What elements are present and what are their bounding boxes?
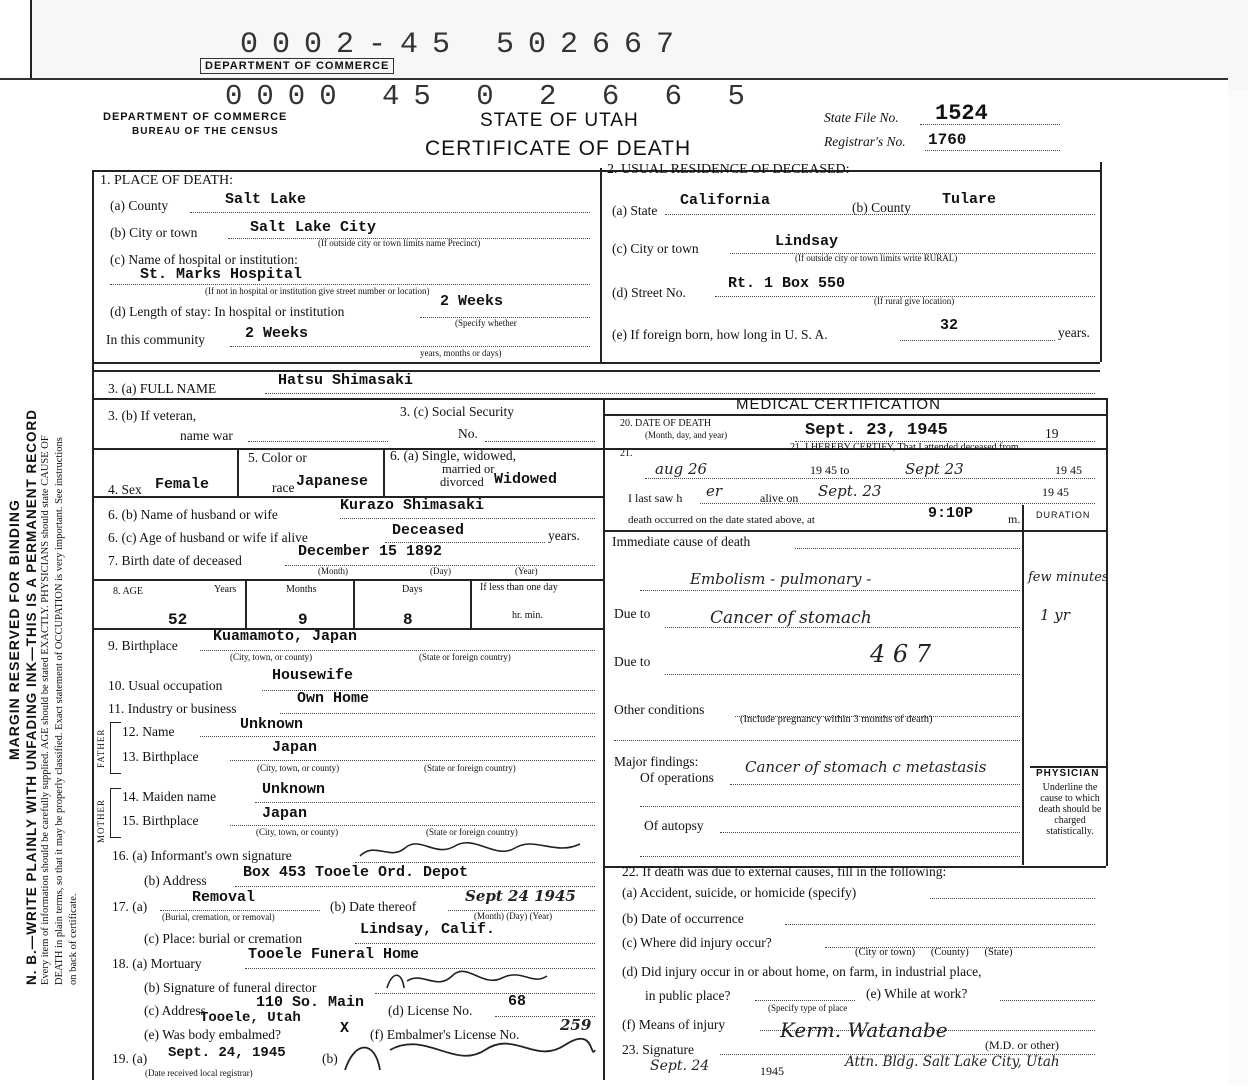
fb-city-note: (City, town, or county)	[257, 763, 340, 773]
received-b-label: (b)	[322, 1051, 338, 1066]
county-value: Salt Lake	[225, 191, 307, 208]
address2-value: 110 So. Main	[256, 994, 365, 1011]
husband-age-value: Deceased	[392, 522, 465, 539]
husband-age-label: 6. (c) Age of husband or wife if alive	[108, 530, 308, 545]
physician-title: PHYSICIAN	[1036, 768, 1100, 779]
res-street-label: (d) Street No.	[612, 285, 686, 300]
res-street-value: Rt. 1 Box 550	[728, 275, 846, 292]
registrar-no: 1760	[928, 131, 967, 149]
external-d2: in public place?	[645, 988, 731, 1003]
hr-min-label: hr. min.	[512, 610, 543, 621]
stay-value: 2 Weeks	[440, 293, 504, 310]
age-days-value: 8	[403, 611, 413, 629]
state-file-label: State File No.	[824, 110, 899, 125]
age-months-value: 9	[298, 611, 308, 629]
sex-value: Female	[155, 476, 210, 493]
license-label: (d) License No.	[388, 1003, 473, 1018]
father-birth-value: Japan	[272, 739, 318, 756]
informant-sig-label: 16. (a) Informant's own signature	[112, 848, 292, 863]
external-heading: 22. If death was due to external causes, fill in the following:	[622, 864, 947, 879]
duration-label: DURATION	[1036, 510, 1091, 520]
received-value: Sept. 24, 1945	[168, 1045, 286, 1061]
registrar-label: Registrar's No.	[824, 134, 906, 149]
margin-instruction-3: DEATH in plain terms, so that it may be properly classified. Exact statement of OCCUPATION is very important. See instructions	[54, 437, 65, 985]
attend-from-year: 19 45 to	[810, 463, 850, 477]
due1-value: Cancer of stomach	[710, 608, 872, 628]
husband-value: Kurazo Shimasaki	[340, 497, 485, 514]
embalmed-label: (e) Was body embalmed?	[144, 1027, 281, 1042]
month-note: (Month)	[318, 566, 348, 576]
hospital-value: St. Marks Hospital	[140, 266, 303, 283]
mb-state-note: (State or foreign country)	[426, 827, 518, 837]
immediate-label: Immediate cause of death	[612, 534, 751, 549]
husband-age-unit: years.	[548, 528, 580, 543]
mother-birth-value: Japan	[262, 805, 308, 822]
margin-binding: MARGIN RESERVED FOR BINDING	[6, 499, 22, 760]
marital-label: 6. (a) Single, widowed,	[390, 448, 516, 463]
state-file-no: 1524	[935, 101, 988, 126]
age-years-label: Years	[214, 584, 237, 595]
color-label: 5. Color or	[248, 450, 307, 465]
death-time: 9:10P	[928, 505, 974, 522]
autopsy-label: Of autopsy	[644, 818, 704, 833]
city-value: Salt Lake City	[250, 219, 377, 236]
day-note: (Day)	[430, 566, 451, 576]
external-e: (e) While at work?	[866, 986, 968, 1001]
place-of-death-heading: 1. PLACE OF DEATH:	[100, 173, 234, 188]
operations-value: Cancer of stomach c metastasis	[745, 758, 987, 776]
mortuary-label: 18. (a) Mortuary	[112, 956, 202, 971]
husband-label: 6. (b) Name of husband or wife	[108, 507, 278, 522]
physician-signature: Kerm. Watanabe	[780, 1018, 948, 1042]
alive-year: 19 45	[1042, 485, 1069, 499]
war-label: name war	[180, 428, 233, 443]
informant-address-label: (b) Address	[144, 873, 207, 888]
father-name-value: Unknown	[240, 716, 304, 733]
county-label: (a) County	[110, 198, 169, 213]
attend-to: Sept 23	[905, 460, 964, 478]
birthplace-value: Kuamamoto, Japan	[213, 628, 358, 645]
ss-label: 3. (c) Social Security	[400, 404, 514, 419]
last-saw-label: I last saw h	[628, 491, 683, 505]
address2-city: Tooele, Utah	[200, 1010, 301, 1026]
physician-note: Underline the cause to which death should be charged statistically.	[1038, 782, 1102, 837]
specify-note: (Specify whether	[455, 318, 517, 328]
dod-note: (Month, day, and year)	[645, 430, 728, 440]
external-c-note: (City or town) (County) (State)	[855, 947, 1013, 958]
attend-to-year: 19 45	[1055, 463, 1082, 477]
dod-value: Sept. 23, 1945	[805, 421, 948, 440]
embalmer-value: 259	[560, 1016, 592, 1034]
bp-city-note: (City, town, or county)	[230, 652, 313, 662]
state-title: STATE OF UTAH	[480, 110, 639, 131]
death-time-m: m.	[1008, 512, 1021, 526]
external-f: (f) Means of injury	[622, 1017, 726, 1032]
industry-label: 11. Industry or business	[108, 701, 237, 716]
back-stamp-number: 0002-45 502667	[240, 28, 689, 62]
age-label: 8. AGE	[113, 586, 143, 597]
other-label: Other conditions	[614, 702, 705, 717]
department: DEPARTMENT OF COMMERCE	[103, 111, 288, 123]
married-label: married or	[442, 462, 495, 476]
mother-name-value: Unknown	[262, 781, 326, 798]
mother-name-label: 14. Maiden name	[122, 789, 217, 804]
immediate-duration: few minutes	[1028, 570, 1109, 585]
death-occurred-label: death occurred on the date stated above, at	[628, 514, 815, 526]
signature-label: 23. Signature	[622, 1042, 694, 1057]
director-label: (b) Signature of funeral director	[144, 980, 317, 995]
veteran-label: 3. (b) If veteran,	[108, 408, 197, 423]
major-label: Major findings:	[614, 754, 699, 769]
received-label: 19. (a)	[112, 1051, 148, 1066]
due1-duration: 1 yr	[1040, 606, 1070, 624]
res-foreign-label: (e) If foreign born, how long in U. S. A.	[612, 327, 828, 342]
res-city-value: Lindsay	[775, 233, 839, 250]
community-label: In this community	[106, 332, 205, 347]
due2-label: Due to	[614, 654, 651, 669]
age-months-label: Months	[286, 584, 317, 595]
community-value: 2 Weeks	[245, 325, 309, 342]
dod-suffix: 19	[1045, 426, 1059, 441]
due2-value: 4 6 7	[870, 640, 932, 668]
cert-21-number: 21.	[620, 448, 633, 459]
hospital-label: (c) Name of hospital or institution:	[110, 252, 298, 267]
address2-label: (c) Address	[144, 1003, 206, 1018]
due1-label: Due to	[614, 606, 651, 621]
license-value: 68	[508, 993, 527, 1010]
physician-address: Attn. Bldg. Salt Lake City, Utah	[845, 1054, 1060, 1070]
stamp-number: 0000 45 0 2 6 6 5	[225, 80, 759, 113]
fb-state-note: (State or foreign country)	[424, 763, 516, 773]
registrar-signature	[335, 1030, 600, 1080]
burial-date-note: (Month) (Day) (Year)	[474, 911, 553, 921]
stay-label: (d) Length of stay: In hospital or institution	[110, 304, 345, 319]
place-label: (c) Place: burial or cremation	[144, 931, 303, 946]
birth-label: 7. Birth date of deceased	[108, 553, 242, 568]
burial-note: (Burial, cremation, or removal)	[162, 912, 275, 922]
alive-on-label: alive on	[760, 491, 799, 505]
industry-value: Own Home	[297, 690, 370, 707]
place-value: Lindsay, Calif.	[360, 921, 496, 938]
external-d-note: (Specify type of place	[768, 1003, 848, 1013]
res-years: years.	[1058, 325, 1090, 340]
embalmed-value: X	[340, 1020, 350, 1037]
external-c: (c) Where did injury occur?	[622, 935, 772, 950]
cert-label: 21. I HEREBY CERTIFY, That I attended deceased from	[790, 442, 1019, 453]
external-b: (b) Date of occurrence	[622, 911, 744, 926]
md-note: (M.D. or other)	[985, 1038, 1059, 1052]
external-a: (a) Accident, suicide, or homicide (specify)	[622, 885, 857, 900]
ymd-note: years, months or days)	[420, 348, 502, 358]
full-name-label: 3. (a) FULL NAME	[108, 381, 217, 396]
bp-state-note: (State or foreign country)	[419, 652, 511, 662]
last-saw-her: er	[706, 482, 723, 500]
medical-heading: MEDICAL CERTIFICATION	[736, 396, 941, 413]
operations-label: Of operations	[640, 770, 714, 785]
certificate-title: CERTIFICATE OF DEATH	[425, 137, 692, 160]
hospital-note: (If not in hospital or institution give street number or location)	[205, 286, 430, 296]
father-name-label: 12. Name	[122, 724, 175, 739]
full-name-value: Hatsu Shimasaki	[278, 372, 414, 389]
marital-value: Widowed	[494, 471, 558, 488]
embalmer-label: (f) Embalmer's License No.	[370, 1027, 520, 1042]
burial-value: Removal	[192, 889, 256, 906]
birth-value: December 15 1892	[298, 543, 443, 560]
immediate-value: Embolism - pulmonary -	[690, 570, 872, 588]
race-value: Japanese	[296, 473, 369, 490]
back-department: DEPARTMENT OF COMMERCE	[200, 58, 394, 74]
margin-instruction-1: N. B.—WRITE PLAINLY WITH UNFADING INK—THIS IS A PERMANENT RECORD	[24, 408, 39, 985]
res-street-note: (If rural give location)	[874, 296, 955, 306]
signature-year: 1945	[760, 1064, 784, 1078]
race-label: race	[272, 480, 295, 495]
occupation-value: Housewife	[272, 667, 354, 684]
mortuary-value: Tooele Funeral Home	[248, 946, 420, 963]
father-birth-label: 13. Birthplace	[122, 749, 199, 764]
city-label: (b) City or town	[110, 225, 198, 240]
margin-instruction-4: on back of certificate.	[68, 893, 79, 985]
residence-heading: 2. USUAL RESIDENCE OF DECEASED:	[607, 162, 850, 177]
age-years-value: 52	[168, 611, 188, 629]
res-city-label: (c) City or town	[612, 241, 699, 256]
burial-label: 17. (a)	[112, 899, 148, 914]
res-county-value: Tulare	[942, 191, 997, 208]
other-note: (Include pregnancy within 3 months of death)	[740, 714, 933, 725]
mother-side-label: MOTHER	[96, 799, 106, 843]
res-state-value: California	[680, 192, 771, 209]
dod-label: 20. DATE OF DEATH	[620, 418, 712, 429]
attend-from: aug 26	[655, 460, 708, 478]
father-side-label: FATHER	[96, 728, 106, 768]
res-foreign-value: 32	[940, 317, 959, 334]
occupation-label: 10. Usual occupation	[108, 678, 223, 693]
burial-date-label: (b) Date thereof	[330, 899, 417, 914]
res-city-note: (If outside city or town limits write RURAL)	[795, 253, 958, 263]
margin-instruction-2: Every item of information should be carefully supplied. AGE should be stated EXACTLY. PHYSICIANS should state CAUSE OF	[40, 435, 51, 985]
signature-date: Sept. 24	[650, 1058, 710, 1074]
bureau: BUREAU OF THE CENSUS	[132, 126, 279, 137]
mother-birth-label: 15. Birthplace	[122, 813, 199, 828]
res-state-label: (a) State	[612, 203, 658, 218]
burial-date-value: Sept 24 1945	[465, 887, 576, 905]
year-note: (Year)	[515, 566, 538, 576]
less-than-day-label: If less than one day	[480, 582, 558, 593]
director-signature	[382, 966, 552, 996]
received-note: (Date received local registrar)	[145, 1068, 253, 1078]
external-d: (d) Did injury occur in or about home, on farm, in industrial place,	[622, 964, 982, 979]
ss-no-label: No.	[458, 426, 478, 441]
city-note: (If outside city or town limits name Precinct)	[318, 238, 481, 248]
birthplace-label: 9. Birthplace	[108, 638, 178, 653]
age-days-label: Days	[402, 584, 423, 595]
sex-label: 4. Sex	[108, 482, 142, 497]
mb-city-note: (City, town, or county)	[256, 827, 339, 837]
alive-date: Sept. 23	[818, 482, 882, 500]
informant-address-value: Box 453 Tooele Ord. Depot	[243, 864, 469, 881]
res-county-label: (b) County	[852, 200, 911, 215]
divorced-label: divorced	[440, 475, 484, 489]
